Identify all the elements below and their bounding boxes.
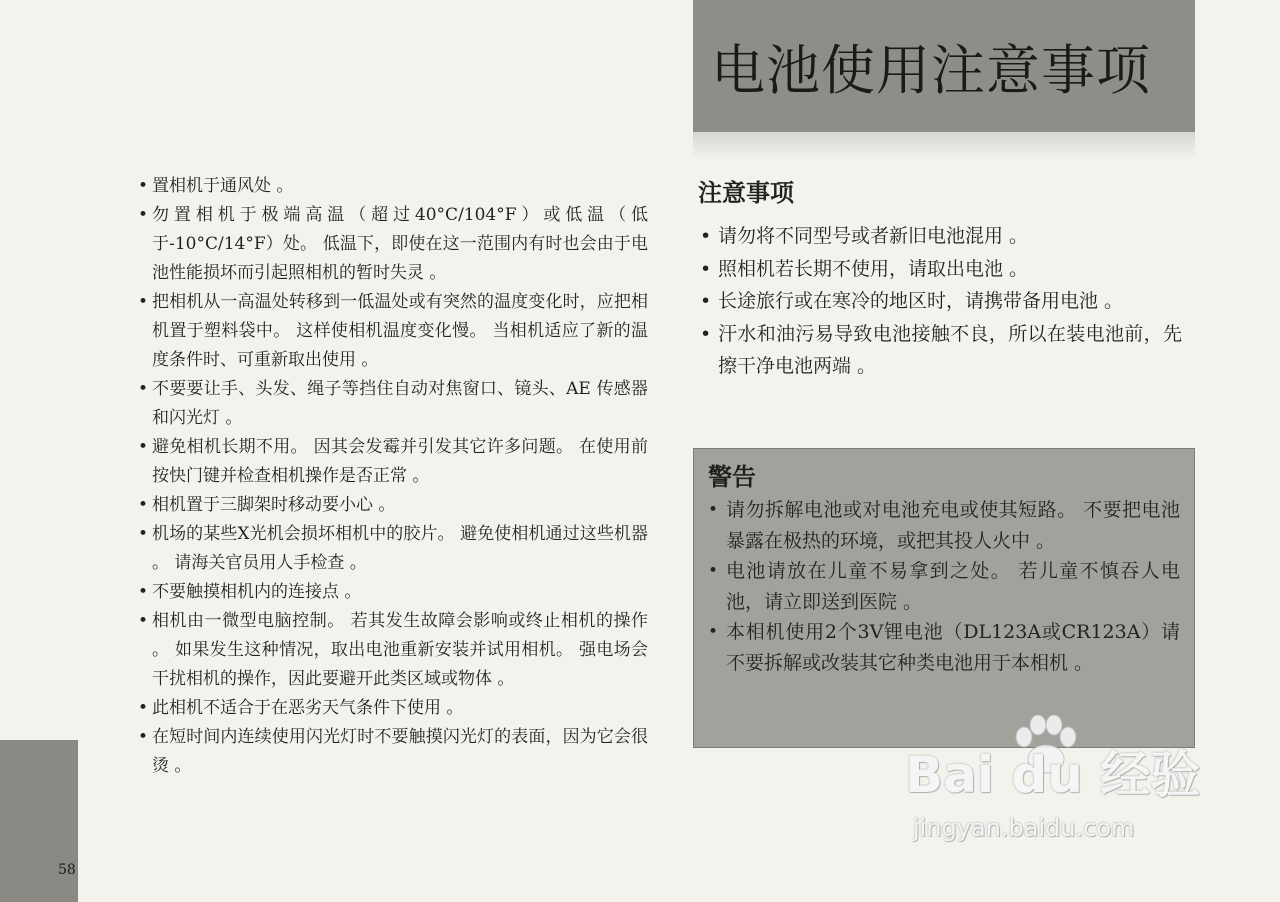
bullet-icon: • xyxy=(138,611,149,631)
bullet-icon: • xyxy=(138,495,149,515)
title-banner xyxy=(693,0,1195,132)
bullet-icon: • xyxy=(138,437,149,457)
bullet-icon: • xyxy=(138,176,149,196)
list-item xyxy=(138,375,648,433)
list-item xyxy=(700,253,1182,286)
list-item xyxy=(138,172,648,201)
bullet-icon: • xyxy=(138,524,149,544)
bullet-icon: • xyxy=(138,292,149,312)
warning-heading: 警告 xyxy=(708,463,756,491)
list-item-text: 机场的某些X光机会损坏相机中的胶片。 避免使相机通过这些机器 。 请海关官员用人手检查 。 xyxy=(152,524,648,573)
watermark-logo: Bai du 经验 xyxy=(905,746,1201,804)
list-item-text: 本相机使用2个3V锂电池（DL123A或CR123A）请不要拆解或改装其它种类电池用于本相机 。 xyxy=(726,621,1180,674)
list-item xyxy=(138,694,648,723)
list-item-text: 在短时间内连续使用闪光灯时不要触摸闪光灯的表面，因为它会很烫 。 xyxy=(152,727,648,776)
baidu-watermark xyxy=(905,715,1205,855)
warning-box xyxy=(693,448,1195,748)
bullet-icon: • xyxy=(138,379,149,399)
list-item xyxy=(138,491,648,520)
bullet-icon: • xyxy=(700,225,712,247)
list-item xyxy=(708,617,1180,678)
bullet-icon: • xyxy=(708,622,719,642)
list-item-text: 此相机不适合于在恶劣天气条件下使用 。 xyxy=(152,698,464,718)
list-item xyxy=(138,288,648,375)
list-item-text: 不要触摸相机内的连接点 。 xyxy=(152,582,362,602)
bullet-icon: • xyxy=(700,290,712,312)
list-item xyxy=(138,723,648,781)
list-item xyxy=(700,318,1182,383)
list-item xyxy=(708,495,1180,556)
title-banner-shadow xyxy=(693,132,1195,160)
watermark-url: jingyan.baidu.com xyxy=(913,814,1135,842)
list-item xyxy=(138,433,648,491)
notes-list xyxy=(700,220,1182,383)
precautions-list xyxy=(138,172,648,781)
list-item-text: 电池请放在儿童不易拿到之处。 若儿童不慎吞人电池，请立即送到医院 。 xyxy=(726,560,1180,613)
list-item-text: 相机置于三脚架时移动要小心 。 xyxy=(152,495,396,515)
notes-heading: 注意事项 xyxy=(698,179,794,207)
list-item-text: 相机由一微型电脑控制。 若其发生故障会影响或终止相机的操作 。 如果发生这种情况，取出电池重新安装并试用相机。 强电场会干扰相机的操作，因此要避开此类区域或物体 。 xyxy=(152,611,648,689)
list-item xyxy=(700,220,1182,253)
list-item-text: 避免相机长期不用。 因其会发霉并引发其它许多问题。 在使用前按快门键并检查相机操作是否正常 。 xyxy=(152,437,648,486)
list-item-text: 置相机于通风处 。 xyxy=(152,176,294,196)
bullet-icon: • xyxy=(700,322,712,345)
list-item xyxy=(138,607,648,694)
warning-list xyxy=(708,495,1180,678)
list-item-text: 不要要让手、头发、绳子等挡住自动对焦窗口、镜头、AE 传感器和闪光灯 。 xyxy=(152,379,648,428)
list-item xyxy=(700,285,1182,318)
list-item xyxy=(708,556,1180,617)
list-item-text: 请勿拆解电池或对电池充电或使其短路。 不要把电池暴露在极热的环境，或把其投人火中 。 xyxy=(726,499,1180,552)
list-item xyxy=(138,578,648,607)
list-item-text: 汗水和油污易导致电池接触不良，所以在装电池前，先擦干净电池两端 。 xyxy=(718,322,1182,377)
list-item-text: 勿置相机于极端高温（超过40°C/104°F）或低温（低于-10°C/14°F）处。 低温下，即使在这一范围内有时也会由于电池性能损坏而引起照相机的暂时失灵 。 xyxy=(152,205,648,283)
page-number: 58 xyxy=(58,862,76,878)
list-item-text: 请勿将不同型号或者新旧电池混用 。 xyxy=(718,225,1029,247)
bullet-icon: • xyxy=(138,698,149,718)
bullet-icon: • xyxy=(138,582,149,602)
list-item xyxy=(138,201,648,288)
bullet-icon: • xyxy=(700,257,712,280)
list-item-text: 照相机若长期不使用，请取出电池 。 xyxy=(718,257,1029,280)
bullet-icon: • xyxy=(708,561,719,581)
bullet-icon: • xyxy=(708,500,719,520)
list-item-text: 把相机从一高温处转移到一低温处或有突然的温度变化时，应把相机置于塑料袋中。 这样使相机温度变化慢。 当相机适应了新的温度条件时、可重新取出使用 。 xyxy=(152,292,648,370)
list-item-text: 长途旅行或在寒冷的地区时，请携带备用电池 。 xyxy=(718,290,1124,312)
bullet-icon: • xyxy=(138,727,149,747)
page-title: 电池使用注意事项 xyxy=(711,39,1151,102)
bullet-icon: • xyxy=(138,205,149,225)
list-item xyxy=(138,520,648,578)
